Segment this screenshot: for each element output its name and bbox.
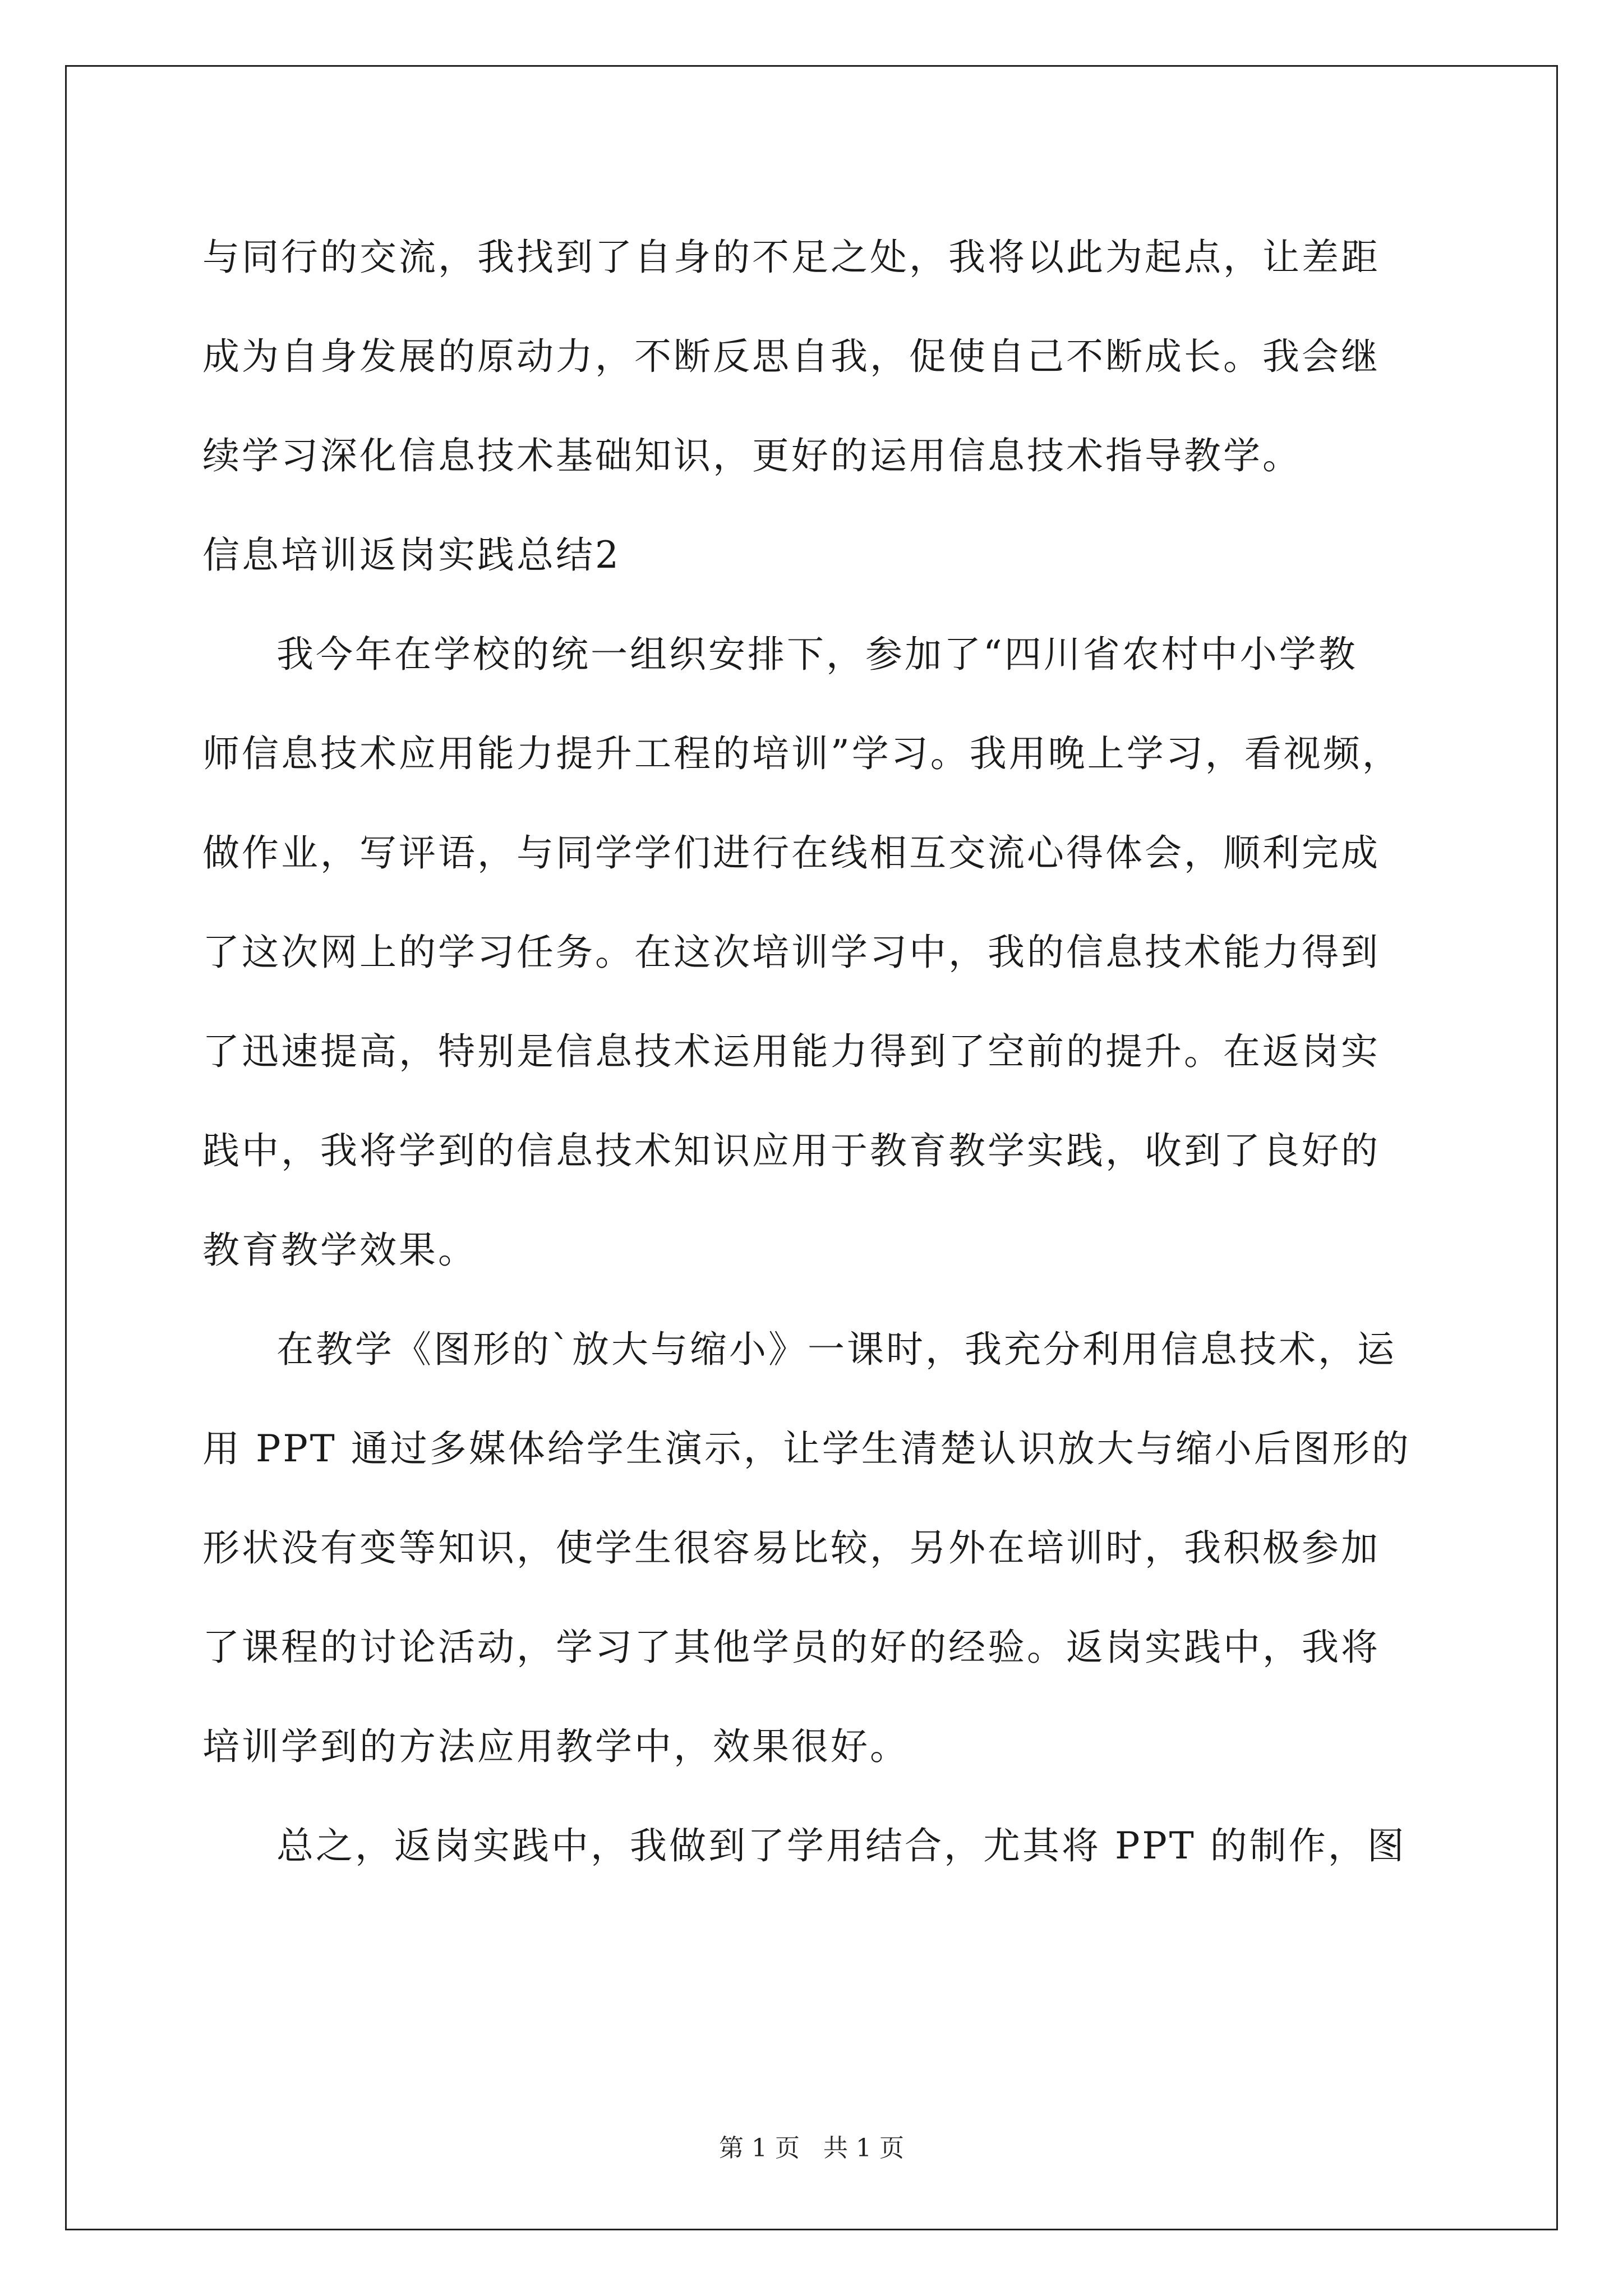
text-line: 与同行的交流，我找到了自身的不足之处，我将以此为起点，让差距 bbox=[202, 236, 1380, 279]
page-total: 共 1 页 bbox=[823, 2134, 904, 2162]
text-line: 了迅速提高，特别是信息技术运用能力得到了空前的提升。在返岗实 bbox=[202, 1030, 1380, 1073]
text-line: 在教学《图形的`放大与缩小》一课时，我充分利用信息技术，运 bbox=[276, 1328, 1396, 1371]
text-line: 教育教学效果。 bbox=[202, 1228, 477, 1272]
text-line: 践中，我将学到的信息技术知识应用于教育教学实践，收到了良好的 bbox=[202, 1129, 1380, 1172]
text-line: 用 PPT 通过多媒体给学生演示，让学生清楚认识放大与缩小后图形的 bbox=[202, 1427, 1411, 1470]
text-line: 师信息技术应用能力提升工程的培训”学习。我用晚上学习，看视频， bbox=[202, 732, 1401, 775]
text-line: 续学习深化信息技术基础知识，更好的运用信息技术指导教学。 bbox=[202, 434, 1302, 477]
text-line: 了课程的讨论活动，学习了其他学员的好的经验。返岗实践中，我将 bbox=[202, 1626, 1380, 1669]
page-number: 第 1 页 bbox=[719, 2134, 800, 2162]
document-body bbox=[202, 208, 1431, 1895]
text-line: 了这次网上的学习任务。在这次培训学习中，我的信息技术能力得到 bbox=[202, 931, 1380, 974]
text-line: 形状没有变等知识，使学生很容易比较，另外在培训时，我积极参加 bbox=[202, 1526, 1380, 1570]
text-line: 培训学到的方法应用教学中，效果很好。 bbox=[202, 1725, 909, 1768]
page-footer bbox=[0, 2132, 1623, 2165]
text-line: 我今年在学校的统一组织安排下，参加了“四川省农村中小学教 bbox=[276, 633, 1358, 676]
section-heading: 信息培训返岗实践总结2 bbox=[202, 533, 621, 577]
text-line: 成为自身发展的原动力，不断反思自我，促使自己不断成长。我会继 bbox=[202, 335, 1380, 378]
text-line: 总之，返岗实践中，我做到了学用结合，尤其将 PPT 的制作，图 bbox=[276, 1824, 1407, 1867]
text-line: 做作业，写评语，与同学学们进行在线相互交流心得体会，顺利完成 bbox=[202, 831, 1380, 875]
